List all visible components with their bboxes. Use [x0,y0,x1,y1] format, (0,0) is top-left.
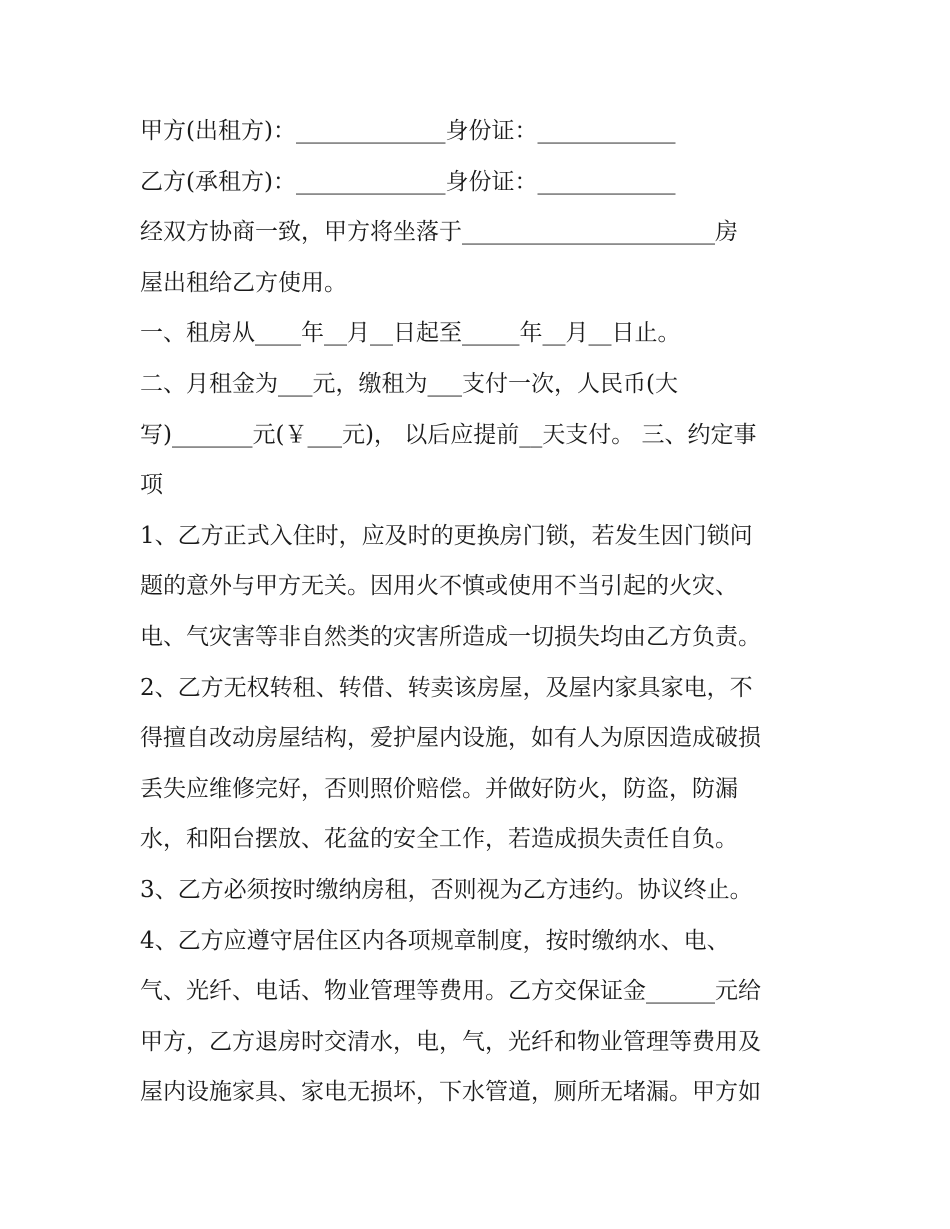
item-2-line-4: 水，和阳台摆放、花盆的安全工作，若造成损失责任自负。 [140,826,738,853]
item-1-line-2: 题的意外与甲方无关。因用火不慎或使用不当引起的火灾、 [140,573,738,600]
property-use-line: 屋出租给乙方使用。 [140,269,347,296]
item-3-line-1: 3、乙方必须按时缴纳房租，否则视为乙方违约。协议终止。 [140,876,753,903]
item-4-line-3: 甲方，乙方退房时交清水，电，气，光纤和物业管理等费用及 [140,1028,761,1055]
property-location-line: 经双方协商一致，甲方将坐落于______________________房 [140,219,738,246]
clause-1-lease-term: 一、租房从____年__月__日起至_____年__月__日止。 [140,320,681,347]
item-1-line-3: 电、气灾害等非自然类的灾害所造成一切损失均由乙方负责。 [140,623,761,650]
item-4-line-1: 4、乙方应遵守居住区内各项规章制度，按时缴纳水、电、 [140,927,730,954]
item-4-line-4: 屋内设施家具、家电无损坏，下水管道，厕所无堵漏。甲方如 [140,1079,761,1106]
party-b-line: 乙方(承租方)：_____________身份证：____________ [140,168,676,195]
item-2-line-1: 2、乙方无权转租、转借、转卖该房屋，及屋内家具家电，不 [140,674,753,701]
contract-body [140,106,820,1118]
item-4-line-2: 气、光纤、电话、物业管理等费用。乙方交保证金______元给 [140,978,761,1005]
clause-2-rent-line-1: 二、月租金为___元，缴租为___支付一次，人民币(大 [140,370,678,397]
clause-3-heading-cont: 项 [140,472,163,499]
item-2-line-2: 得擅自改动房屋结构，爱护屋内设施，如有人为原因造成破损 [140,725,761,752]
item-2-line-3: 丢失应维修完好，否则照价赔偿。并做好防火，防盗，防漏 [140,775,738,802]
clause-2-rent-line-2: 写)_______元(￥___元)， 以后应提前__天支付。 三、约定事 [140,421,757,448]
party-a-line: 甲方(出租方)：_____________身份证：____________ [140,118,676,144]
item-1-line-1: 1、乙方正式入住时，应及时的更换房门锁，若发生因门锁问 [140,522,753,549]
